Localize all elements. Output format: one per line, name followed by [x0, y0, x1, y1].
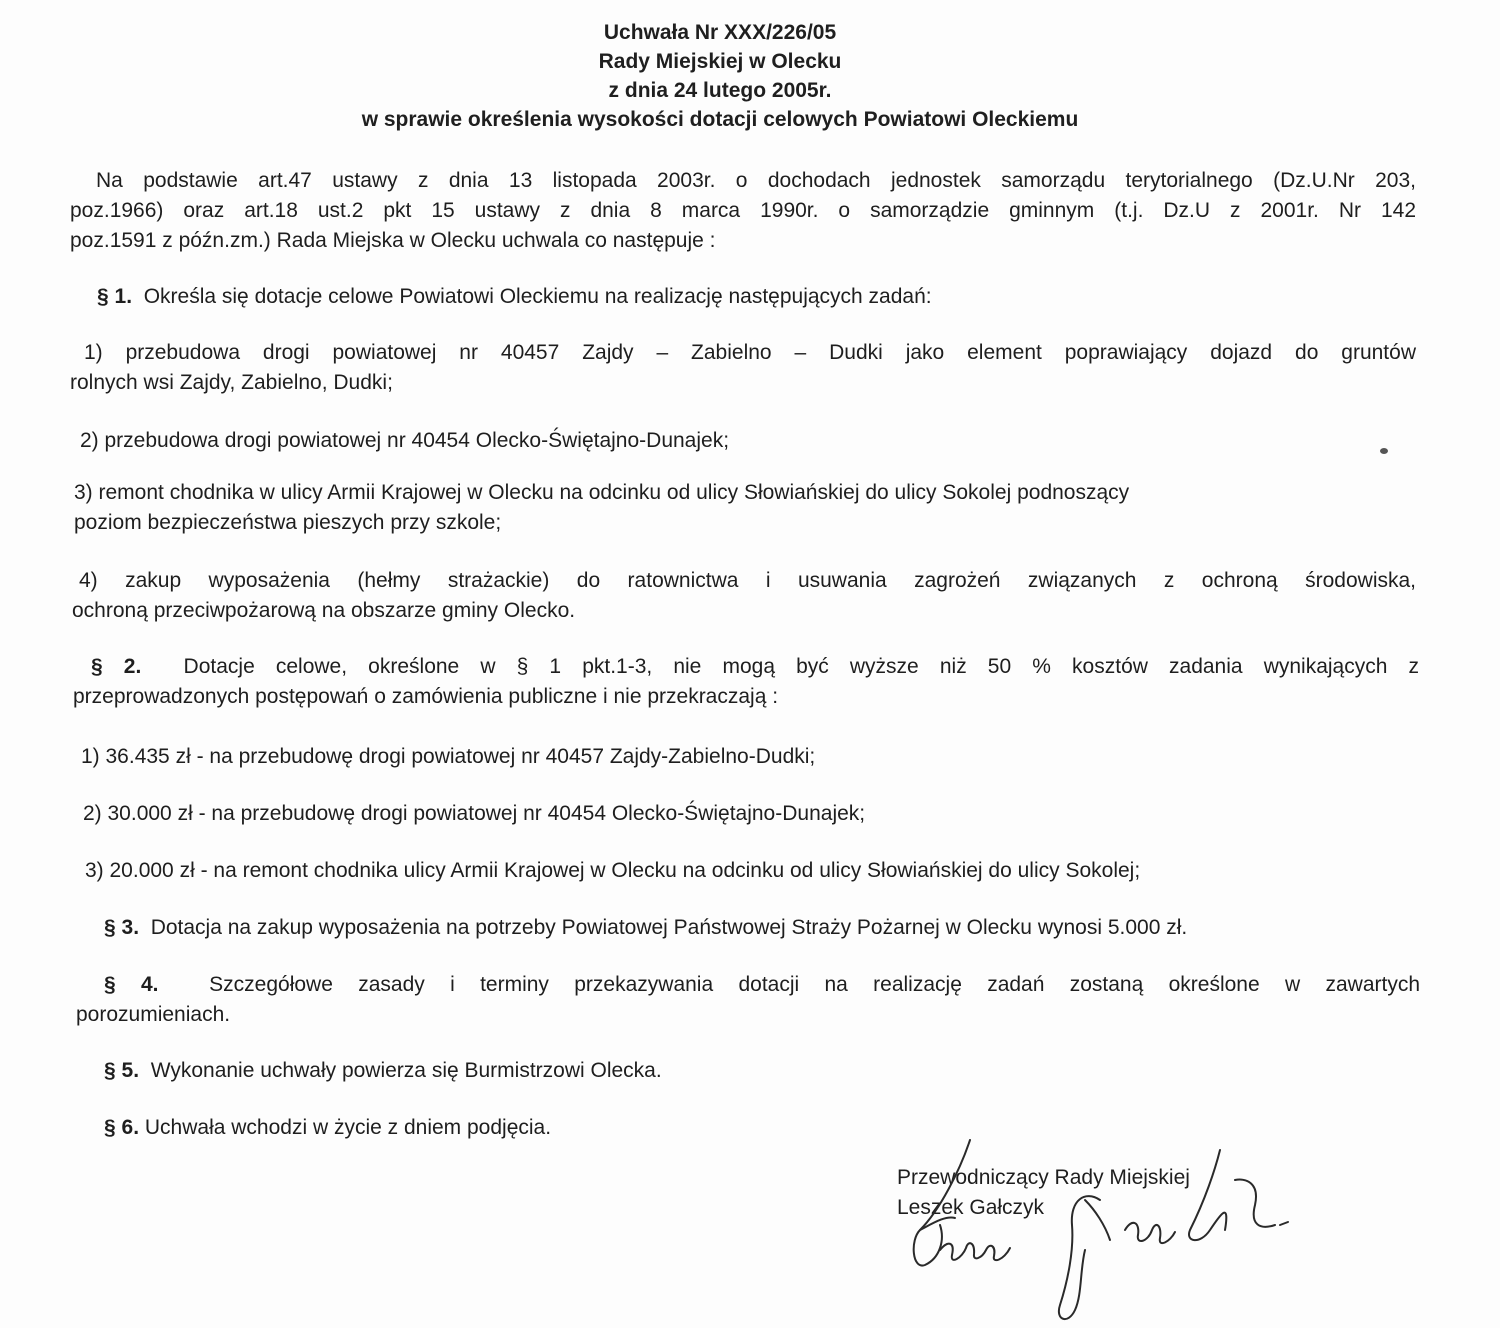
- section-4-line-1: [76, 970, 1420, 1000]
- chairman-name: Leszek Gałczyk: [897, 1196, 1045, 1219]
- section-1-item-3: [74, 478, 1129, 538]
- section-2-item-3-text: 3) 20.000 zł - na remont chodnika ulicy Armii Krajowej w Olecku na odcinku od ulicy Słowiańskiej do ulicy Sokolej;: [85, 859, 1141, 882]
- section-1-item-1-line-1: 1) przebudowa drogi powiatowej nr 40457 Zajdy – Zabielno – Dudki jako element poprawiający dojazd do gruntów: [84, 341, 1416, 364]
- chairman-title: Przewodniczący Rady Miejskiej: [897, 1166, 1190, 1189]
- section-5: [104, 1056, 662, 1086]
- section-2-item-1: [81, 742, 815, 772]
- section-4: [76, 970, 1420, 1030]
- section-1-item-2: [80, 426, 729, 456]
- section-1-item-3-line-2: poziom bezpieczeństwa pieszych przy szkole;: [74, 511, 502, 534]
- section-1-item-1-line-2: rolnych wsi Zajdy, Zabielno, Dudki;: [70, 371, 393, 394]
- section-4-text: Szczegółowe zasady i terminy przekazywania dotacji na realizację zadań zostaną określone w zawartych: [209, 973, 1421, 996]
- resolution-date: z dnia 24 lutego 2005r.: [608, 79, 832, 102]
- section-1: [97, 282, 932, 312]
- resolution-number: Uchwała Nr XXX/226/05: [603, 21, 837, 44]
- section-2-text: Dotacje celowe, określone w § 1 pkt.1-3, nie mogą być wyższe niż 50 % kosztów zadania wynikających z: [183, 655, 1420, 678]
- section-3: [104, 913, 1187, 943]
- section-6-symbol: § 6.: [104, 1116, 140, 1139]
- preamble-line-2: poz.1966) oraz art.18 ust.2 pkt 15 ustawy z dnia 8 marca 1990r. o samorządzie gminnym (t.j. Dz.U z 2001r. Nr 142: [70, 199, 1416, 222]
- section-1-item-4-line-2: ochroną przeciwpożarową na obszarze gminy Olecko.: [72, 599, 576, 622]
- preamble: [70, 166, 1416, 256]
- section-2-item-3: [85, 856, 1140, 886]
- section-2-line-2: przeprowadzonych postępowań o zamówienia publiczne i nie przekraczają :: [73, 685, 779, 708]
- section-6: [104, 1113, 551, 1143]
- section-3-text: Dotacja na zakup wyposażenia na potrzeby Powiatowej Państwowej Straży Pożarnej w Olecku wynosi 5.000 zł.: [150, 916, 1188, 939]
- section-1-text: Określa się dotacje celowe Powiatowi Oleckiemu na realizację następujących zadań:: [143, 285, 932, 308]
- section-3-symbol: § 3.: [104, 916, 140, 939]
- scan-speck: [1380, 448, 1388, 454]
- section-1-item-4: [72, 566, 1416, 626]
- section-1-item-2-text: 2) przebudowa drogi powiatowej nr 40454 Olecko-Świętajno-Dunajek;: [80, 429, 730, 452]
- section-2-item-2: [83, 799, 865, 829]
- section-1-item-3-line-1: 3) remont chodnika w ulicy Armii Krajowej w Olecku na odcinku od ulicy Słowiańskiej do ulicy Sokolej podnoszący: [74, 481, 1130, 504]
- section-2: [73, 652, 1419, 712]
- section-5-symbol: § 5.: [104, 1059, 140, 1082]
- section-4-symbol: § 4.: [104, 973, 159, 996]
- section-2-line-1: [73, 652, 1419, 682]
- section-2-item-1-text: 1) 36.435 zł - na przebudowę drogi powiatowej nr 40457 Zajdy-Zabielno-Dudki;: [81, 745, 816, 768]
- resolution-subject: w sprawie określenia wysokości dotacji celowych Powiatowi Oleckiemu: [361, 108, 1079, 131]
- section-2-item-2-text: 2) 30.000 zł - na przebudowę drogi powiatowej nr 40454 Olecko-Świętajno-Dunajek;: [83, 802, 866, 825]
- section-1-item-1: [70, 338, 1416, 398]
- section-6-text: Uchwała wchodzi w życie z dniem podjęcia.: [144, 1116, 552, 1139]
- section-1-item-4-line-1: 4) zakup wyposażenia (hełmy strażackie) do ratownictwa i usuwania zagrożeń związanych z ochroną środowiska,: [79, 569, 1416, 592]
- section-1-symbol: § 1.: [97, 285, 133, 308]
- preamble-line-3: poz.1591 z późn.zm.) Rada Miejska w Olecku uchwala co następuje :: [70, 229, 716, 252]
- handwritten-signature: [900, 1130, 1300, 1330]
- preamble-line-1: Na podstawie art.47 ustawy z dnia 13 listopada 2003r. o dochodach jednostek samorządu terytorialnego (Dz.U.Nr 203,: [96, 169, 1416, 192]
- section-4-line-2: porozumieniach.: [76, 1003, 231, 1026]
- council-name: Rady Miejskiej w Olecku: [598, 50, 842, 73]
- section-5-text: Wykonanie uchwały powierza się Burmistrzowi Olecka.: [150, 1059, 662, 1082]
- resolution-header: [0, 18, 1440, 134]
- section-2-symbol: § 2.: [91, 655, 142, 678]
